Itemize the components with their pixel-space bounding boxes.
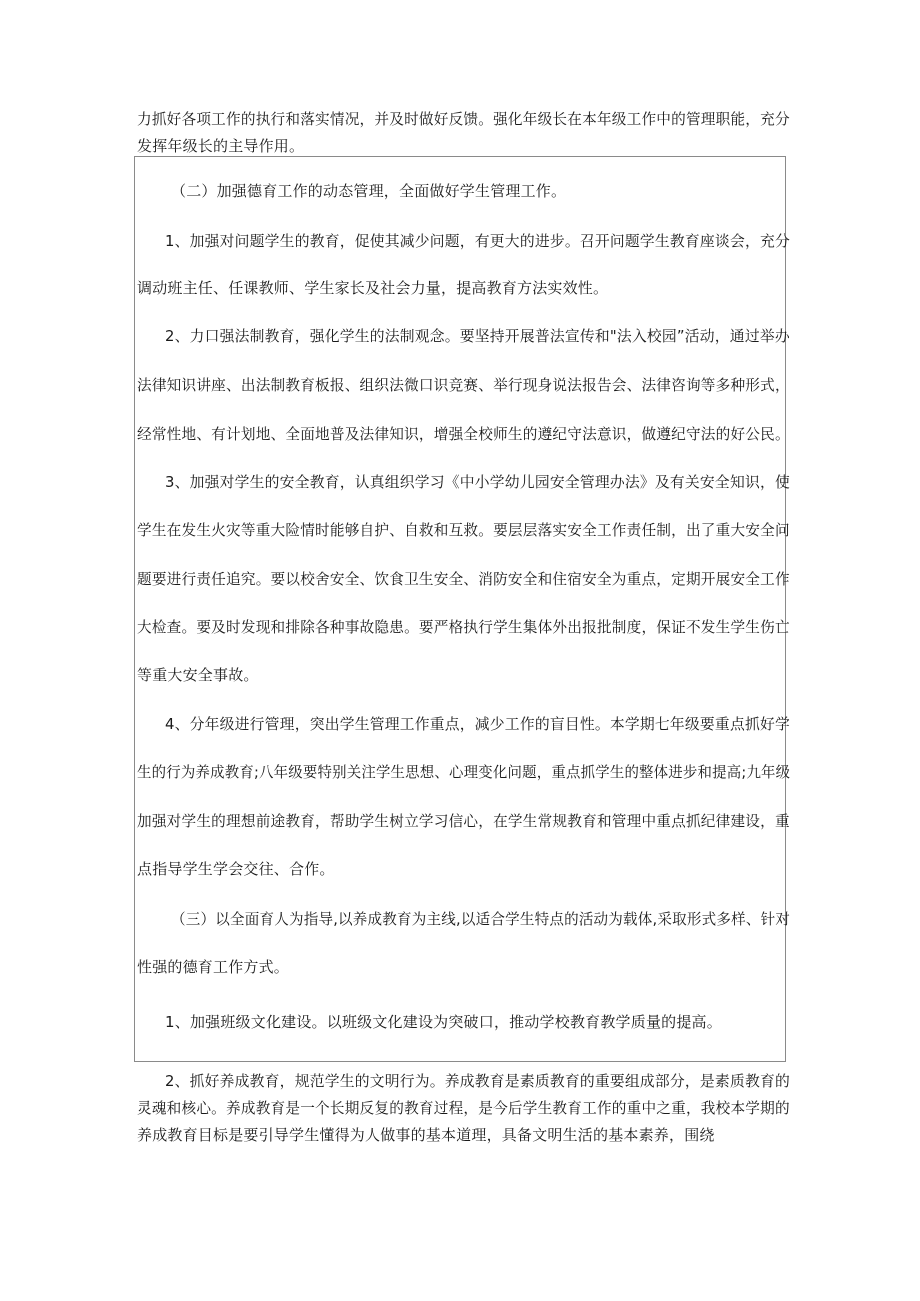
text-line: （三）以全面育人为指导,以养成教育为主线,以适合学生特点的活动为载体,采取形式多样、针对 xyxy=(171,910,791,928)
text-line: 1、加强对问题学生的教育，促使其减少问题，有更大的进步。召开问题学生教育座谈会，充分 xyxy=(165,232,790,250)
text-line: 性强的德育工作方式。 xyxy=(137,958,290,976)
text-line: 灵魂和核心。养成教育是一个长期反复的教育过程，是今后学生教育工作的重中之重，我校本学期的 xyxy=(137,1099,790,1117)
text-line: 加强对学生的理想前途教育，帮助学生树立学习信心，在学生常规教育和管理中重点抓纪律建设，重 xyxy=(137,812,790,830)
text-line: 法律知识讲座、出法制教育板报、组织法微口识竞赛、举行现身说法报告会、法律咨询等多种形式， xyxy=(137,376,790,394)
text-line: 4、分年级进行管理，突出学生管理工作重点，减少工作的盲目性。本学期七年级要重点抓好学 xyxy=(165,715,790,733)
text-line: 发挥年级长的主导作用。 xyxy=(137,137,305,155)
text-line: 生的行为养成教育;八年级要特别关注学生思想、心理变化问题，重点抓学生的整体进步和提高;九年级 xyxy=(137,763,791,781)
text-line: 学生在发生火灾等重大险情时能够自护、自救和互救。要层层落实安全工作责任制，出了重大安全问 xyxy=(137,521,790,539)
text-line: 力抓好各项工作的执行和落实情况，并及时做好反馈。强化年级长在本年级工作中的管理职能，充分 xyxy=(137,110,790,128)
text-line: 大检查。要及时发现和排除各种事故隐患。要严格执行学生集体外出报批制度，保证不发生学生伤亡 xyxy=(137,618,790,636)
text-line: 养成教育目标是要引导学生懂得为人做事的基本道理，具备文明生活的基本素养，围绕 xyxy=(137,1126,715,1144)
text-line: 等重大安全事故。 xyxy=(137,666,259,684)
text-line: 点指导学生学会交往、合作。 xyxy=(137,860,335,878)
section-heading: （二）加强德育工作的动态管理，全面做好学生管理工作。 xyxy=(171,182,567,200)
text-line: 2、力口强法制教育，强化学生的法制观念。要坚持开展普法宣传和"法入校园”活动，通过举办 xyxy=(165,327,790,345)
list-item: 1、加强班级文化建设。以班级文化建设为突破口，推动学校教育教学质量的提高。 xyxy=(165,1013,722,1031)
text-line: 2、抓好养成教育，规范学生的文明行为。养成教育是素质教育的重要组成部分，是素质教育的 xyxy=(165,1072,790,1090)
text-line: 经常性地、有计划地、全面地普及法律知识，增强全校师生的遵纪守法意识，做遵纪守法的好公民。 xyxy=(137,425,790,443)
text-line: 题要进行责任追究。要以校舍安全、饮食卫生安全、消防安全和住宿安全为重点，定期开展安全工作 xyxy=(137,570,790,588)
text-line: 3、加强对学生的安全教育，认真组织学习《中小学幼儿园安全管理办法》及有关安全知识，使 xyxy=(165,473,790,491)
text-line: 调动班主任、任课教师、学生家长及社会力量，提高教育方法实效性。 xyxy=(137,279,609,297)
